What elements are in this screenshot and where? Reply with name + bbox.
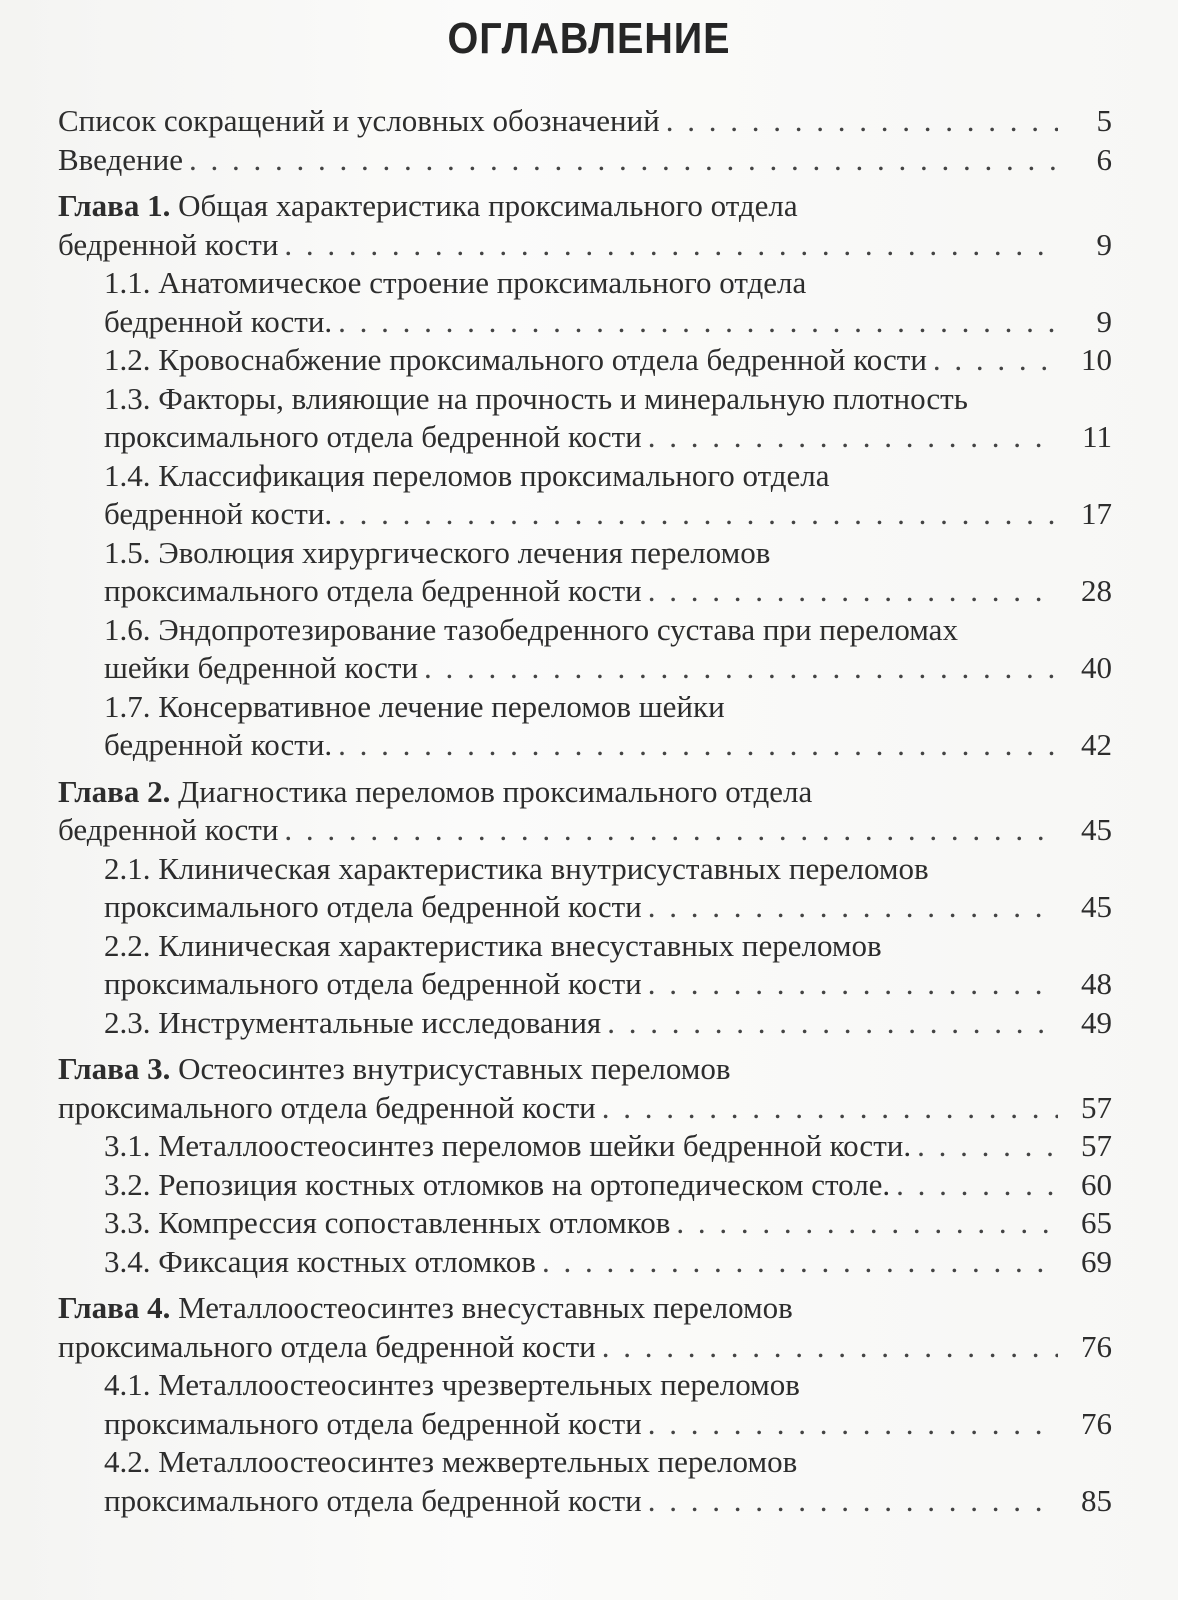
toc-entry-first-line: 1.5. Эволюция хирургического лечения переломов [104,534,771,570]
page-title: ОГЛАВЛЕНИЕ [447,14,731,63]
toc-chapter-entry [58,1050,1112,1127]
chapter-label: Глава 3. [58,1051,171,1086]
page-number: 85 [1081,1482,1112,1518]
dot-leader [338,303,1058,342]
toc-entry-row [58,1328,1112,1367]
toc-entry-first-line: 1.1. Анатомическое строение проксимального отдела [104,265,807,300]
page-number: 40 [1081,650,1112,685]
toc-entry-row [104,1243,1112,1282]
toc-section-entry [58,1127,1112,1166]
toc-entry-row [104,1204,1112,1243]
page-number: 10 [1081,342,1112,377]
dot-leader [189,141,1058,180]
toc-entry-first-line [58,187,1112,226]
toc-entry-row [104,1405,1112,1444]
toc-section-entry [58,534,1112,611]
toc-section-entry [58,1366,1112,1443]
toc-entry-text: бедренной кости [58,226,279,262]
toc-entry-text: 3.3. Компрессия сопоставленных отломков [104,1205,671,1240]
toc-entry-text: 3.1. Металлоостеосинтез переломов шейки бедренной кости. [104,1128,912,1163]
chapter-title-line1: Общая характеристика проксимального отдела [178,188,798,223]
toc-entry-text: 3.4. Фиксация костных отломков [104,1243,536,1279]
toc-entry-first-line [58,1289,1112,1328]
toc-entry-row [58,102,1112,141]
toc-section-entry [58,457,1112,534]
toc-section-entry [58,1166,1112,1205]
chapter-title-line1: Металлоостеосинтез внесуставных переломов [178,1290,793,1325]
toc-section-entry [58,927,1112,1004]
toc-entry-row [104,1004,1112,1043]
table-of-contents [58,102,1112,1520]
toc-section-entry [58,1443,1112,1520]
toc-entry-text: шейки бедренной кости [104,650,419,685]
page-number: 17 [1081,496,1112,531]
toc-entry-row [104,418,1112,457]
toc-entry-row [104,965,1112,1004]
page-number: 45 [1081,812,1112,847]
dot-leader [284,226,1058,265]
toc-entry-row [104,1482,1112,1521]
toc-entry-first-line: 1.4. Классификация переломов проксимального отдела [104,457,830,493]
page-number: 49 [1081,1004,1112,1040]
toc-entry-first-line: 2.1. Клиническая характеристика внутрисуставных переломов [104,850,929,886]
page-number: 28 [1081,573,1112,608]
toc-entry-text: проксимального отдела бедренной кости [104,573,642,608]
page-number: 42 [1081,727,1112,762]
toc-entry-row [58,1089,1112,1128]
toc-entry-text: проксимального отдела бедренной кости [104,966,642,1001]
toc-chapter-entry [58,773,1112,850]
dot-leader [607,1004,1058,1043]
toc-entry-text: проксимального отдела бедренной кости [104,1482,642,1518]
toc-entry-text: проксимального отдела бедренной кости [104,889,642,924]
dot-leader [648,888,1058,927]
page-number: 76 [1081,1405,1112,1441]
page-number: 60 [1081,1166,1112,1202]
dot-leader [676,1204,1058,1243]
toc-entry-row [104,341,1112,380]
page-number: 57 [1081,1089,1112,1125]
toc-entry-first-line: 4.2. Металлоостеосинтез межвертельных переломов [104,1444,798,1479]
dot-leader [602,1089,1058,1128]
dot-leader [648,1405,1058,1444]
page-number: 76 [1081,1328,1112,1364]
toc-entry-text: бедренной кости [58,812,279,847]
toc-chapter-entry [58,1289,1112,1366]
dot-leader [602,1328,1058,1367]
toc-entry [58,102,1112,141]
toc-entry [58,141,1112,180]
dot-leader [542,1243,1058,1282]
toc-entry-first-line: 1.7. Консервативное лечение переломов шейки [104,688,725,724]
dot-leader [424,649,1058,688]
page-number: 9 [1096,303,1112,339]
toc-entry-row [104,726,1112,765]
toc-entry-row [104,888,1112,927]
dot-leader [338,726,1058,765]
dot-leader [648,572,1058,611]
toc-section-entry [58,1204,1112,1243]
page-number: 69 [1081,1243,1112,1279]
page-number: 5 [1096,103,1112,138]
page-number: 48 [1081,966,1112,1001]
chapter-title-line1: Диагностика переломов проксимального отдела [178,773,813,809]
toc-entry-text: бедренной кости. [104,727,333,762]
chapter-label: Глава 4. [58,1290,171,1325]
dot-leader [896,1166,1058,1205]
toc-entry-text: Введение [58,141,183,177]
dot-leader [933,341,1058,380]
toc-entry-row [104,1127,1112,1166]
toc-chapter-entry [58,187,1112,264]
toc-entry-text: Список сокращений и условных обозначений [58,103,660,138]
toc-entry-text: 2.3. Инструментальные исследования [104,1004,602,1040]
toc-entry-row [104,303,1112,342]
page-number: 6 [1096,141,1112,177]
toc-entry-row [58,141,1112,180]
dot-leader [648,1482,1058,1521]
page-number: 45 [1081,889,1112,924]
toc-entry-row [104,1166,1112,1205]
toc-section-entry [58,1004,1112,1043]
page-number: 57 [1081,1128,1112,1163]
toc-entry-text: проксимального отдела бедренной кости [104,419,642,454]
toc-entry-text: бедренной кости. [104,303,333,339]
toc-entry-text: проксимального отдела бедренной кости [58,1328,596,1364]
toc-entry-first-line [58,1050,1112,1089]
toc-entry-first-line: 2.2. Клиническая характеристика внесуставных переломов [104,927,882,963]
chapter-label: Глава 1. [58,188,171,223]
toc-entry-row [58,811,1112,850]
toc-entry-first-line [58,773,1112,812]
toc-entry-row [104,649,1112,688]
toc-entry-first-line: 4.1. Металлоостеосинтез чрезвертельных переломов [104,1367,800,1402]
toc-section-entry [58,1243,1112,1282]
toc-entry-row [104,572,1112,611]
toc-entry-row [58,226,1112,265]
toc-entry-text: проксимального отдела бедренной кости [58,1089,596,1125]
dot-leader [666,102,1058,141]
dot-leader [648,418,1058,457]
toc-entry-text: 1.2. Кровоснабжение проксимального отдела бедренной кости [104,342,927,377]
chapter-title-line1: Остеосинтез внутрисуставных переломов [178,1051,731,1086]
toc-section-entry [58,850,1112,927]
toc-section-entry [58,380,1112,457]
dot-leader [284,811,1058,850]
page-number: 11 [1082,419,1112,454]
toc-entry-first-line: 1.6. Эндопротезирование тазобедренного сустава при переломах [104,611,958,647]
dot-leader [648,965,1058,1004]
toc-entry-text: проксимального отдела бедренной кости [104,1405,642,1441]
toc-section-entry [58,611,1112,688]
page-number: 9 [1096,226,1112,262]
toc-section-entry [58,341,1112,380]
toc-section-entry [58,688,1112,765]
chapter-label: Глава 2. [58,773,171,809]
toc-entry-text: бедренной кости. [104,496,333,531]
toc-entry-row [104,495,1112,534]
page-number: 65 [1081,1205,1112,1240]
dot-leader [917,1127,1058,1166]
toc-entry-first-line: 1.3. Факторы, влияющие на прочность и минеральную плотность [104,380,968,416]
toc-section-entry [58,264,1112,341]
toc-entry-text: 3.2. Репозиция костных отломков на ортопедическом столе. [104,1166,891,1202]
dot-leader [338,495,1058,534]
